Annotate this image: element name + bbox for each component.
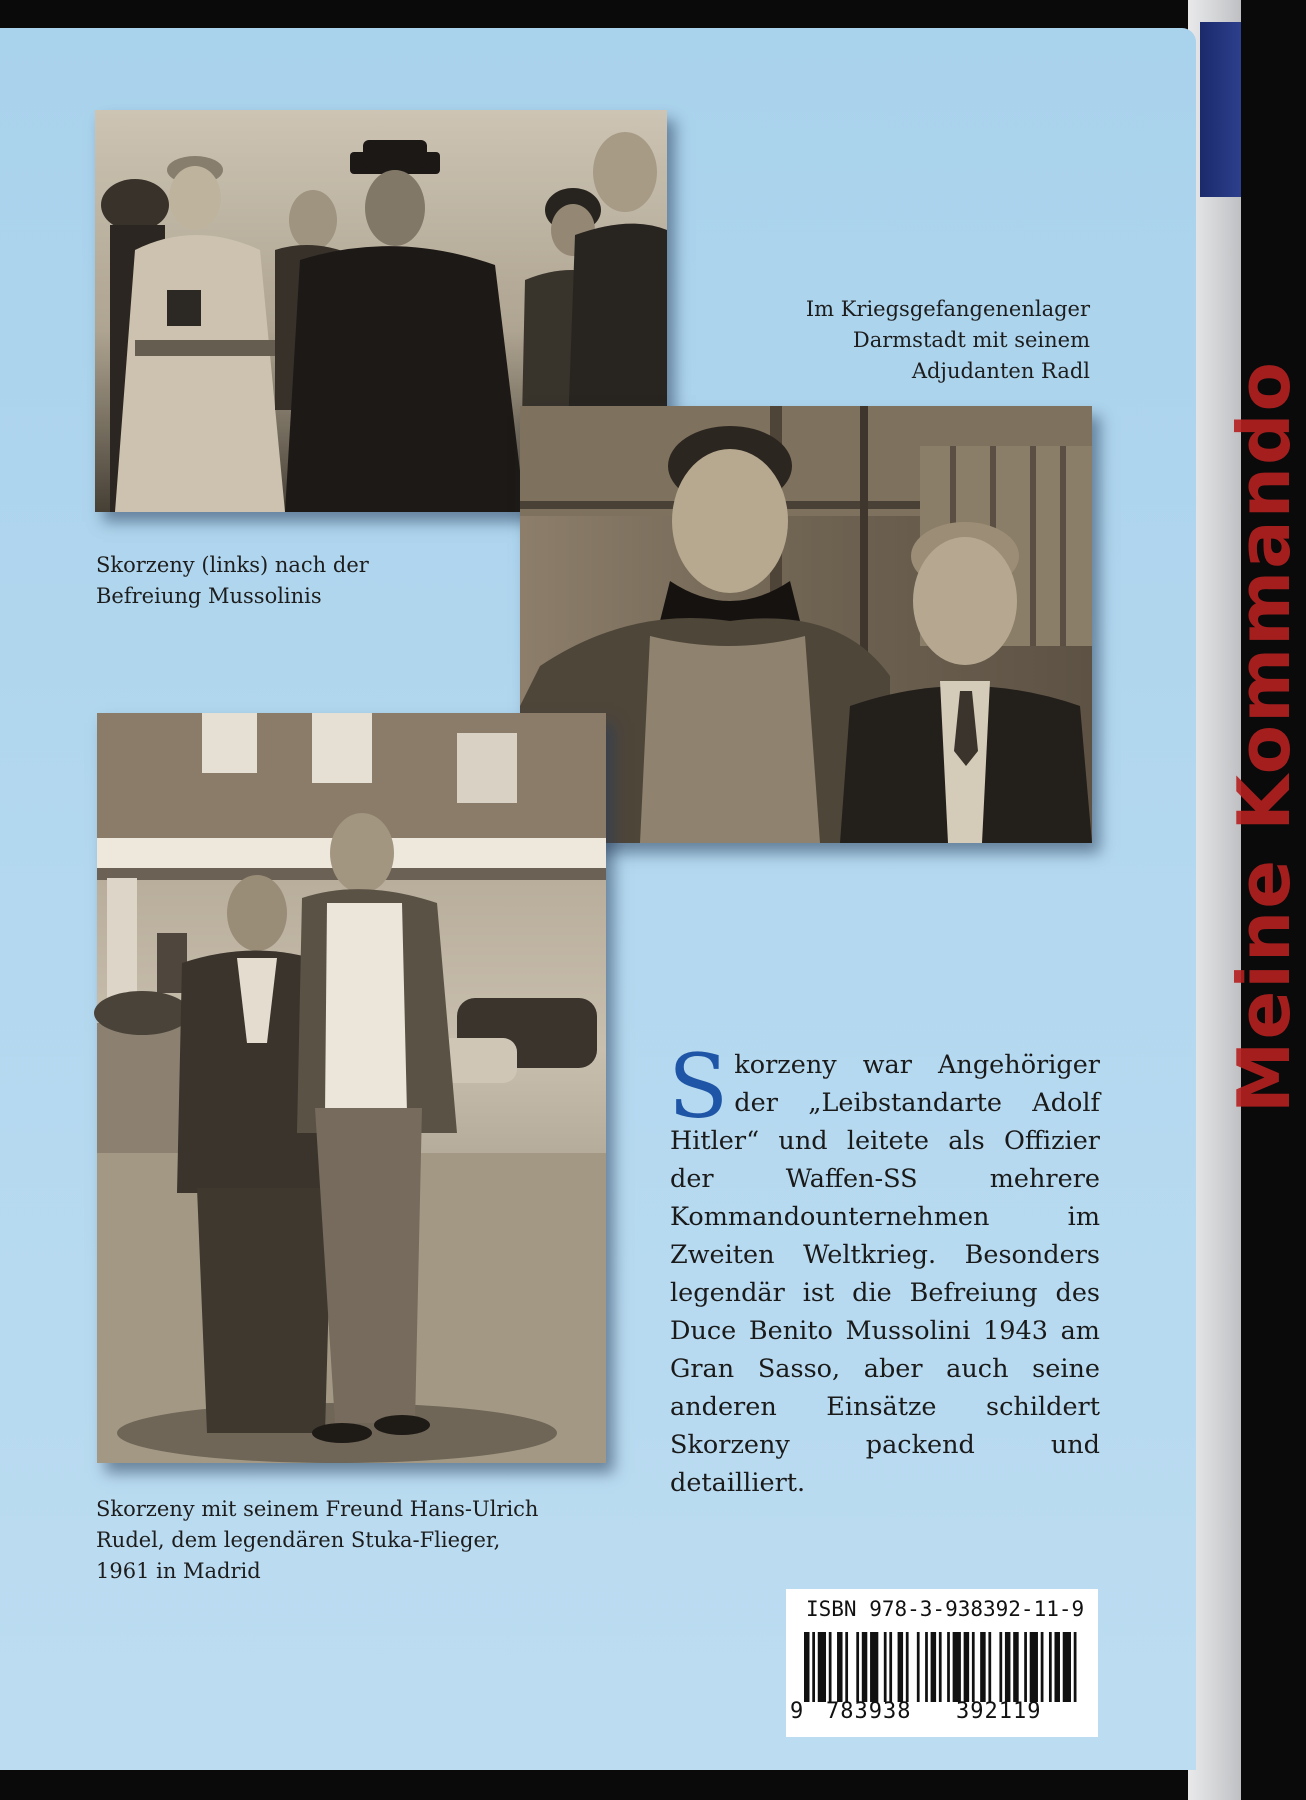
caption-line: Darmstadt mit seinem bbox=[852, 328, 1090, 352]
barcode-bar bbox=[837, 1632, 843, 1702]
barcode-bar bbox=[812, 1632, 815, 1702]
barcode-bar bbox=[804, 1632, 810, 1702]
spine-publisher-band bbox=[1200, 22, 1241, 197]
caption-mussolini-rescue bbox=[96, 550, 369, 612]
barcode-bar bbox=[898, 1632, 904, 1702]
back-cover-blurb bbox=[668, 1035, 1100, 1502]
back-cover bbox=[0, 28, 1196, 1770]
barcode-bar bbox=[845, 1632, 848, 1702]
caption-line: Rudel, dem legendären Stuka-Flieger, bbox=[96, 1528, 501, 1552]
barcode-bar bbox=[1005, 1632, 1011, 1702]
caption-line: Adjudanten Radl bbox=[911, 359, 1090, 383]
barcode-bar bbox=[1013, 1632, 1019, 1702]
caption-pow-camp bbox=[806, 294, 1090, 387]
barcode-bar bbox=[939, 1632, 942, 1702]
barcode-bar bbox=[980, 1632, 986, 1702]
caption-line: Im Kriegsgefangenenlager bbox=[805, 297, 1090, 321]
caption-line: 1961 in Madrid bbox=[96, 1559, 261, 1583]
caption-line: Skorzeny (links) nach der bbox=[96, 553, 369, 577]
caption-line: Befreiung Mussolinis bbox=[96, 584, 322, 608]
barcode-bar bbox=[906, 1632, 909, 1702]
barcode-bar bbox=[870, 1632, 878, 1702]
photo-madrid-1961-image bbox=[97, 713, 606, 1463]
caption-madrid-1961 bbox=[96, 1494, 538, 1587]
photo-madrid-1961 bbox=[97, 713, 606, 1463]
barcode-bar bbox=[1030, 1632, 1038, 1702]
barcode-bar bbox=[964, 1632, 970, 1702]
barcode-icon bbox=[804, 1632, 1082, 1702]
barcode-bar bbox=[1024, 1632, 1027, 1702]
barcode-bar bbox=[917, 1632, 920, 1702]
isbn-barcode-box bbox=[786, 1589, 1098, 1737]
blurb-dropcap: S bbox=[668, 1035, 729, 1138]
ean-first-digit: 9 bbox=[790, 1699, 804, 1724]
barcode-bar bbox=[856, 1632, 859, 1702]
barcode-bar bbox=[1041, 1632, 1044, 1702]
barcode-bar bbox=[1049, 1632, 1052, 1702]
barcode-bar bbox=[972, 1632, 975, 1702]
barcode-bar bbox=[925, 1632, 928, 1702]
isbn-label: ISBN 978-3-938392-11-9 bbox=[806, 1597, 1085, 1621]
barcode-bar bbox=[818, 1632, 826, 1702]
barcode-bar bbox=[953, 1632, 961, 1702]
ean-left-group: 783938 bbox=[826, 1699, 912, 1724]
barcode-bar bbox=[889, 1632, 892, 1702]
spine-title bbox=[1214, 360, 1306, 1460]
barcode-bar bbox=[1063, 1632, 1071, 1702]
spine-title-text: Meine Kommando bbox=[1222, 360, 1306, 1114]
barcode-bar bbox=[1054, 1632, 1060, 1702]
barcode-bar bbox=[884, 1632, 887, 1702]
barcode-bar bbox=[862, 1632, 868, 1702]
barcode-bar bbox=[947, 1632, 950, 1702]
barcode-bar bbox=[988, 1632, 991, 1702]
barcode-bar bbox=[829, 1632, 832, 1702]
blurb-text: korzeny war Angehöriger der „Leibstandarte Adolf Hitler“ und leitete als Offizier der Waffen-SS mehrere Kommandounternehmen im Zweiten Weltkrieg. Besonders legendär ist die Befreiung des Duce Benito Mussolini 1943 am Gran Sasso, aber auch seine anderen Einsätze schildert Skorzeny packend und detailliert. bbox=[670, 1050, 1100, 1498]
barcode-bar bbox=[1074, 1632, 1077, 1702]
ean-right-group: 392119 bbox=[956, 1699, 1042, 1724]
caption-line: Skorzeny mit seinem Freund Hans-Ulrich bbox=[96, 1497, 539, 1521]
barcode-bar bbox=[999, 1632, 1002, 1702]
barcode-bar bbox=[931, 1632, 937, 1702]
